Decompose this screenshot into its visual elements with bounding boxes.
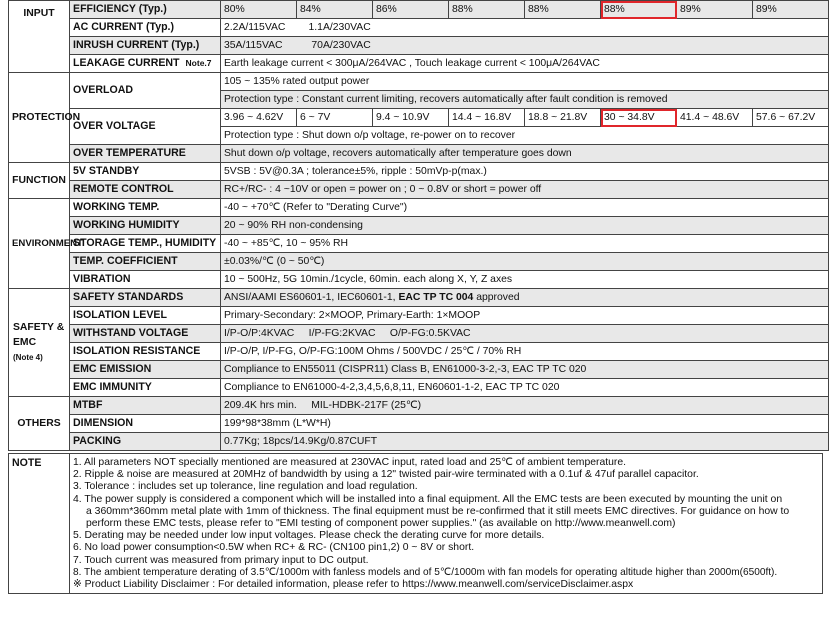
env-value: -40 ~ +85℃, 10 ~ 95% RH [221, 235, 829, 253]
section-others: OTHERS [9, 397, 70, 451]
efficiency-value: 88% [525, 1, 601, 19]
safety-label: ISOLATION LEVEL [70, 307, 221, 325]
safety-row [9, 325, 829, 343]
note-line: 8. The ambient temperature derating of 3.5℃/1000m with fanless models and of 5℃/1000m with fan models for operating altitude higher than 2000m(6500ft). [73, 566, 778, 578]
env-label: WORKING HUMIDITY [70, 217, 221, 235]
others-value: 209.4K hrs min. MIL-HDBK-217F (25℃) [221, 397, 829, 415]
standby-value: 5VSB : 5V@0.3A ; tolerance±5%, ripple : 50mVp-p(max.) [221, 163, 829, 181]
overload-label: OVERLOAD [70, 73, 221, 109]
others-label: MTBF [70, 397, 221, 415]
overvoltage-value: 14.4 ~ 16.8V [449, 109, 525, 127]
leakage-value: Earth leakage current < 300μA/264VAC , Touch leakage current < 100μA/264VAC [221, 55, 829, 73]
safety-value-bold: EAC TP TC 004 [398, 292, 474, 303]
safety-label: EMC EMISSION [70, 361, 221, 379]
inrush-row [9, 37, 829, 55]
standby-label: 5V STANDBY [70, 163, 221, 181]
env-value: -40 ~ +70℃ (Refer to "Derating Curve") [221, 199, 829, 217]
env-label: WORKING TEMP. [70, 199, 221, 217]
overvoltage-row [9, 109, 829, 127]
remote-label: REMOTE CONTROL [70, 181, 221, 199]
note-line: 3. Tolerance : includes set up tolerance, line regulation and load regulation. [73, 481, 418, 493]
env-value: 10 ~ 500Hz, 5G 10min./1cycle, 60min. each along X, Y, Z axes [221, 271, 829, 289]
efficiency-row [9, 1, 829, 19]
env-row [9, 253, 829, 271]
efficiency-value: 84% [297, 1, 373, 19]
efficiency-value: 89% [677, 1, 753, 19]
efficiency-value: 88% [449, 1, 525, 19]
ac-current-value: 2.2A/115VAC 1.1A/230VAC [221, 19, 829, 37]
note-line: 5. Derating may be needed under low input voltages. Please check the derating curve for more details. [73, 530, 545, 542]
note-line: 7. Touch current was measured from primary input to DC output. [73, 554, 369, 566]
efficiency-value: 86% [373, 1, 449, 19]
env-row [9, 235, 829, 253]
leakage-row [9, 55, 829, 73]
env-label: TEMP. COEFFICIENT [70, 253, 221, 271]
safety-value: Compliance to EN61000-4-2,3,4,5,6,8,11, EN60601-1-2, EAC TP TC 020 [221, 379, 829, 397]
env-value: 20 ~ 90% RH non-condensing [221, 217, 829, 235]
notes-list [70, 454, 823, 594]
overvoltage-label: OVER VOLTAGE [70, 109, 221, 145]
safety-value: Compliance to EN55011 (CISPR11) Class B, EN61000-3-2,-3, EAC TP TC 020 [221, 361, 829, 379]
overtemp-row [9, 145, 829, 163]
specification-table [8, 0, 829, 451]
note-line: 2. Ripple & noise are measured at 20MHz of bandwidth by using a 12" twisted pair-wire terminated with a 0.1uf & 47uf parallel capacitor. [73, 469, 699, 481]
ac-current-row [9, 19, 829, 37]
safety-row [9, 343, 829, 361]
overload-type: Protection type : Constant current limiting, recovers automatically after fault condition is removed [221, 91, 829, 109]
remote-row [9, 181, 829, 199]
safety-row [9, 307, 829, 325]
safety-value: ANSI/AAMI ES60601-1, IEC60601-1, [224, 292, 399, 303]
others-value: 199*98*38mm (L*W*H) [221, 415, 829, 433]
overvoltage-type: Protection type : Shut down o/p voltage, re-power on to recover [221, 127, 829, 145]
env-row [9, 271, 829, 289]
safety-value: I/P-O/P:4KVAC I/P-FG:2KVAC O/P-FG:0.5KVAC [221, 325, 829, 343]
efficiency-value-highlighted: 88% [601, 1, 677, 19]
others-label: PACKING [70, 433, 221, 451]
overvoltage-value: 18.8 ~ 21.8V [525, 109, 601, 127]
env-label: VIBRATION [70, 271, 221, 289]
overtemp-label: OVER TEMPERATURE [70, 145, 221, 163]
others-label: DIMENSION [70, 415, 221, 433]
safety-row [9, 361, 829, 379]
leakage-label: LEAKAGE CURRENT [73, 57, 180, 69]
inrush-label: INRUSH CURRENT (Typ.) [70, 37, 221, 55]
remote-value: RC+/RC- : 4 ~10V or open = power on ; 0 ~ 0.8V or short = power off [221, 181, 829, 199]
standby-row [9, 163, 829, 181]
leakage-note: Note.7 [185, 58, 212, 68]
efficiency-label: EFFICIENCY (Typ.) [70, 1, 221, 19]
section-function: FUNCTION [9, 163, 70, 199]
safety-value: I/P-O/P, I/P-FG, O/P-FG:100M Ohms / 500VDC / 25℃ / 70% RH [221, 343, 829, 361]
env-label: STORAGE TEMP., HUMIDITY [70, 235, 221, 253]
inrush-value: 35A/115VAC 70A/230VAC [221, 37, 829, 55]
overload-row [9, 73, 829, 91]
safety-value-tail: approved [473, 292, 520, 303]
safety-label: ISOLATION RESISTANCE [70, 343, 221, 361]
others-value: 0.77Kg; 18pcs/14.9Kg/0.87CUFT [221, 433, 829, 451]
notes-table [8, 453, 823, 594]
note-line: 6. No load power consumption<0.5W when RC+ & RC- (CN100 pin1,2) 0 ~ 8V or short. [73, 542, 475, 554]
env-row [9, 217, 829, 235]
section-note: NOTE [9, 454, 70, 594]
section-safety-emc [9, 289, 70, 397]
section-safety-line1: SAFETY & [13, 322, 65, 333]
section-safety-note: (Note 4) [13, 353, 43, 362]
env-row [9, 199, 829, 217]
overload-value: 105 ~ 135% rated output power [221, 73, 829, 91]
safety-value: Primary-Secondary: 2×MOOP, Primary-Earth: 1×MOOP [221, 307, 829, 325]
others-row [9, 433, 829, 451]
overvoltage-value-highlighted: 30 ~ 34.8V [601, 109, 677, 127]
env-value: ±0.03%/℃ (0 ~ 50℃) [221, 253, 829, 271]
safety-label: EMC IMMUNITY [70, 379, 221, 397]
section-input: INPUT [9, 1, 70, 73]
ac-current-label: AC CURRENT (Typ.) [70, 19, 221, 37]
section-safety-line2: EMC [13, 337, 37, 348]
section-protection: PROTECTION [9, 73, 70, 163]
disclaimer-line: ※ Product Liability Disclaimer : For detailed information, please refer to https://www.meanwell.com/serviceDisclaimer.aspx [73, 579, 634, 591]
overvoltage-value: 9.4 ~ 10.9V [373, 109, 449, 127]
overvoltage-value: 6 ~ 7V [297, 109, 373, 127]
safety-value-cell [221, 289, 829, 307]
note-line: 4. The power supply is considered a component which will be installed into a final equipment. All the EMC tests are been executed by mounting the unit on [73, 493, 783, 505]
leakage-label-cell [70, 55, 221, 73]
efficiency-value: 89% [753, 1, 829, 19]
overvoltage-value: 41.4 ~ 48.6V [677, 109, 753, 127]
safety-row [9, 379, 829, 397]
others-row [9, 415, 829, 433]
section-environment: ENVIRONMENT [9, 199, 70, 289]
efficiency-value: 80% [221, 1, 297, 19]
safety-row [9, 289, 829, 307]
others-row [9, 397, 829, 415]
overvoltage-value: 3.96 ~ 4.62V [221, 109, 297, 127]
note-line: 1. All parameters NOT specially mentioned are measured at 230VAC input, rated load and 25℃ of ambient temperature. [73, 457, 627, 468]
note-line: a 360mm*360mm metal plate with 1mm of thickness. The final equipment must be re-confirmed that it still meets EMC directives. For guidance on how to [86, 505, 790, 517]
safety-label: SAFETY STANDARDS [70, 289, 221, 307]
note-line: perform these EMC tests, please refer to "EMI testing of component power supplies." (as available on http://www.meanwell.com) [86, 518, 676, 530]
overtemp-value: Shut down o/p voltage, recovers automatically after temperature goes down [221, 145, 829, 163]
safety-label: WITHSTAND VOLTAGE [70, 325, 221, 343]
overvoltage-value: 57.6 ~ 67.2V [753, 109, 829, 127]
